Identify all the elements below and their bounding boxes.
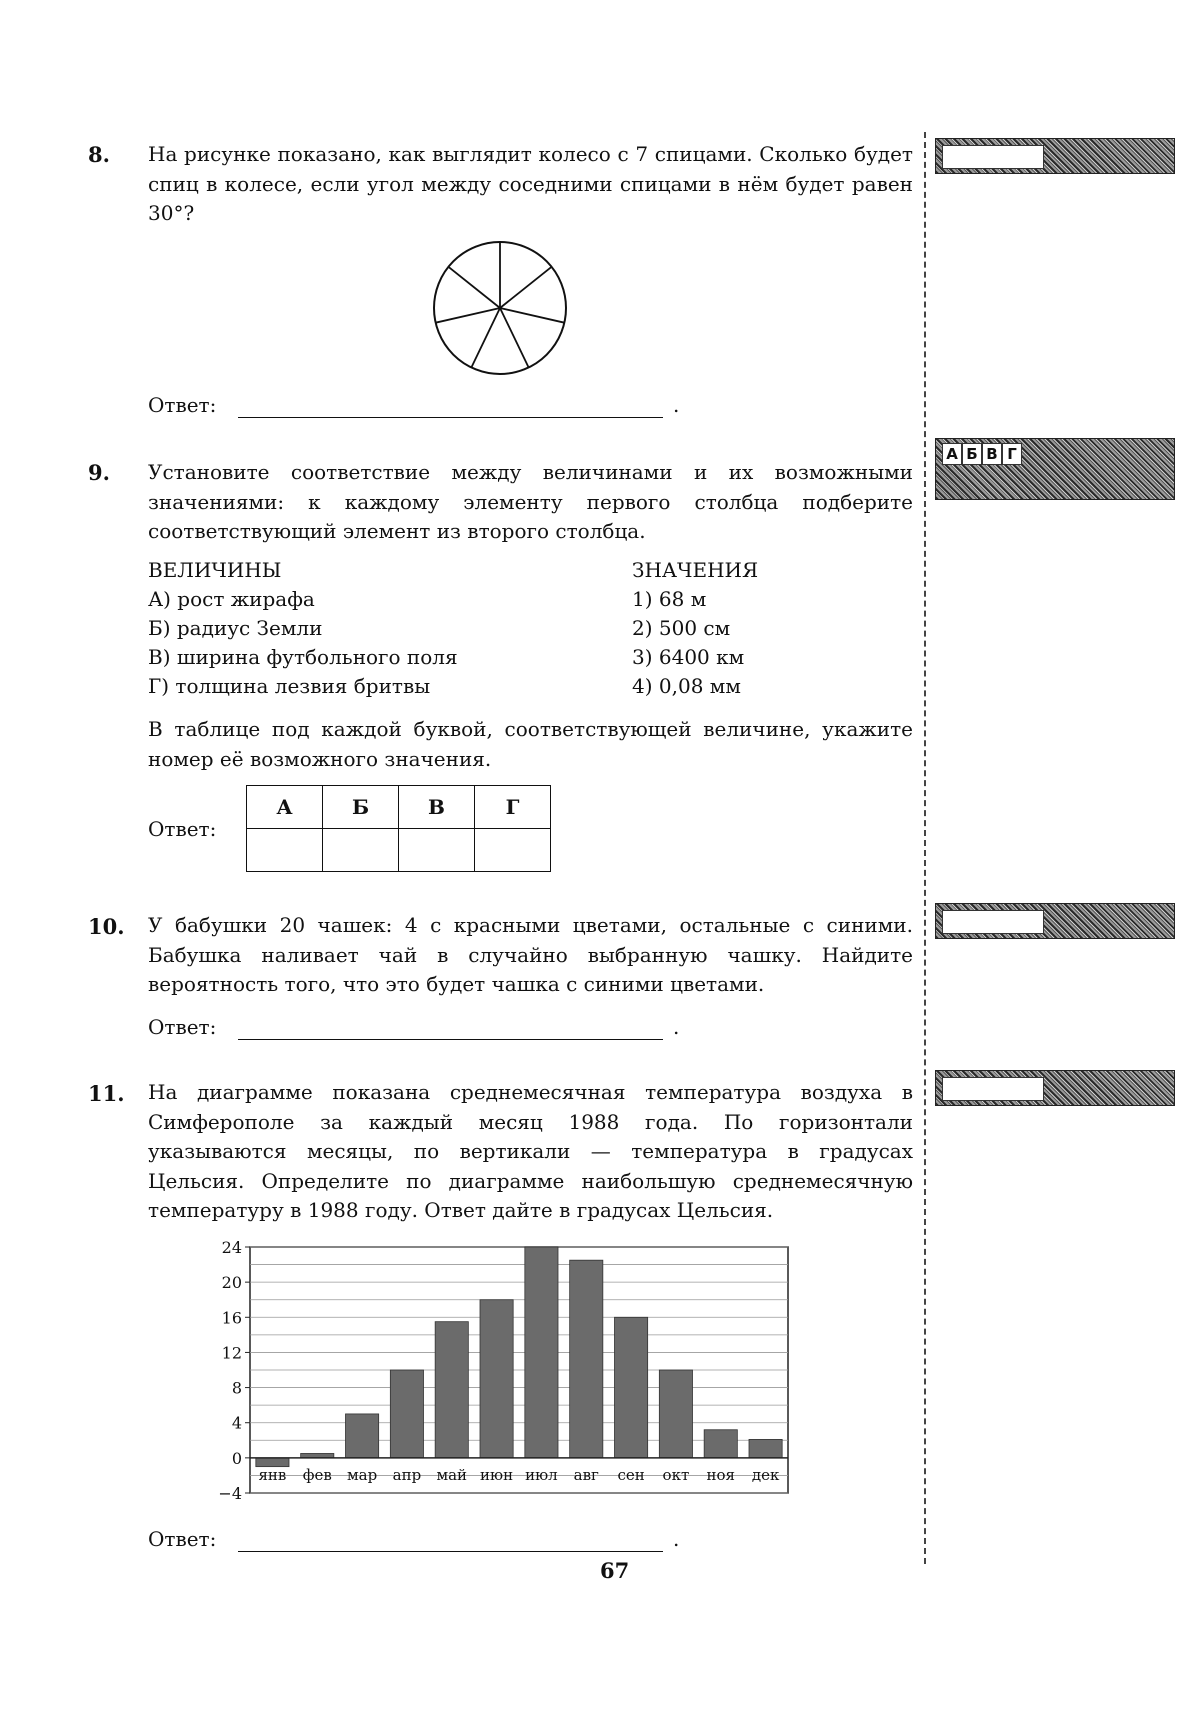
question-11-number: 11. (88, 1081, 125, 1106)
y-tick-label: 0 (231, 1448, 242, 1468)
answer-label: Ответ: (148, 1527, 217, 1551)
answer-11-input-line[interactable] (238, 1551, 663, 1552)
question-8-text: На рисунке показано, как выглядит колесо с 7 спицами. Сколько будет спиц в колесе, если угол между соседними спицами в нём будет равен 30°? (148, 142, 913, 225)
y-tick-label: −4 (218, 1484, 242, 1503)
y-tick-label: 16 (221, 1308, 242, 1328)
quantity-item: А) рост жирафа (148, 587, 315, 611)
answer-11: Ответ: . (148, 1527, 680, 1551)
question-9-number: 9. (88, 460, 110, 485)
quantity-item: Г) толщина лезвия бритвы (148, 674, 431, 698)
x-tick-label: апр (392, 1465, 422, 1484)
page-number: 67 (600, 1558, 630, 1583)
question-10-text: У бабушки 20 чашек: 4 с красными цветами, остальные с синими. Бабушка наливает чай в случайно выбранную чашку. Найдите вероятность того, что это будет чашка с синими цветами. (148, 913, 913, 996)
values-header: ЗНАЧЕНИЯ (632, 558, 759, 582)
bar-июл (525, 1247, 558, 1458)
question-9-instruction: В таблице под каждой буквой, соответствующей величине, укажите номер её возможного значения. (148, 717, 913, 771)
y-tick-label: 12 (221, 1343, 242, 1363)
value-item: 2) 500 см (632, 616, 731, 640)
y-tick-label: 20 (221, 1273, 242, 1293)
bar-окт (659, 1370, 692, 1458)
y-tick-label: 24 (221, 1238, 242, 1257)
y-tick-label: 4 (231, 1413, 242, 1433)
bar-май (435, 1322, 468, 1458)
x-tick-label: сен (617, 1465, 645, 1484)
table-header-b: Б (323, 786, 399, 829)
question-10-number: 10. (88, 914, 125, 939)
question-8-number: 8. (88, 142, 110, 167)
table-header-g: Г (475, 786, 551, 829)
x-tick-label: мар (346, 1465, 378, 1484)
answer-label: Ответ: (148, 393, 217, 417)
table-header-a: А (247, 786, 323, 829)
question-9-text: Установите соответствие между величинами и их возможными значениями: к каждому элементу первого столбца подберите соответствующий элемент из второго столбца. (148, 460, 913, 543)
bar-апр (390, 1370, 423, 1458)
x-tick-label: ноя (706, 1465, 735, 1484)
answer-label: Ответ: (148, 817, 217, 841)
bar-мар (345, 1414, 378, 1458)
table-header-v: В (399, 786, 475, 829)
x-tick-label: фев (302, 1465, 332, 1484)
quantity-item: Б) радиус Земли (148, 616, 323, 640)
y-tick-label: 8 (231, 1378, 242, 1398)
bar-сен (614, 1317, 647, 1458)
quantities-header: ВЕЛИЧИНЫ (148, 558, 282, 582)
answer-10: Ответ: . (148, 1015, 680, 1039)
bar-дек (749, 1439, 782, 1457)
question-11-text: На диаграмме показана среднемесячная температура воздуха в Симферополе за каждый месяц 1988 года. По горизонтали указываются месяцы, по вертикали — температура в градусах Цельсия. Определите по диаграмме наибольшую среднемесячную температуру в 1988 году. Ответ дайте в градусах Цельсия. (148, 1080, 913, 1222)
x-tick-label: май (436, 1465, 468, 1484)
x-tick-label: янв (258, 1465, 287, 1484)
bar-авг (570, 1260, 603, 1458)
answer-label: Ответ: (148, 1015, 217, 1039)
bar-ноя (704, 1430, 737, 1458)
answer-8: Ответ: . (148, 393, 680, 417)
bar-июн (480, 1300, 513, 1458)
x-tick-label: авг (573, 1465, 599, 1484)
value-item: 4) 0,08 мм (632, 674, 741, 698)
x-tick-label: июн (480, 1465, 514, 1484)
value-item: 3) 6400 км (632, 645, 745, 669)
x-tick-label: июл (525, 1465, 558, 1484)
x-tick-label: окт (662, 1465, 690, 1484)
answer-mark-box-9: А Б В Г (935, 438, 1175, 500)
quantity-item: В) ширина футбольного поля (148, 645, 458, 669)
value-item: 1) 68 м (632, 587, 707, 611)
x-tick-label: дек (751, 1465, 780, 1484)
